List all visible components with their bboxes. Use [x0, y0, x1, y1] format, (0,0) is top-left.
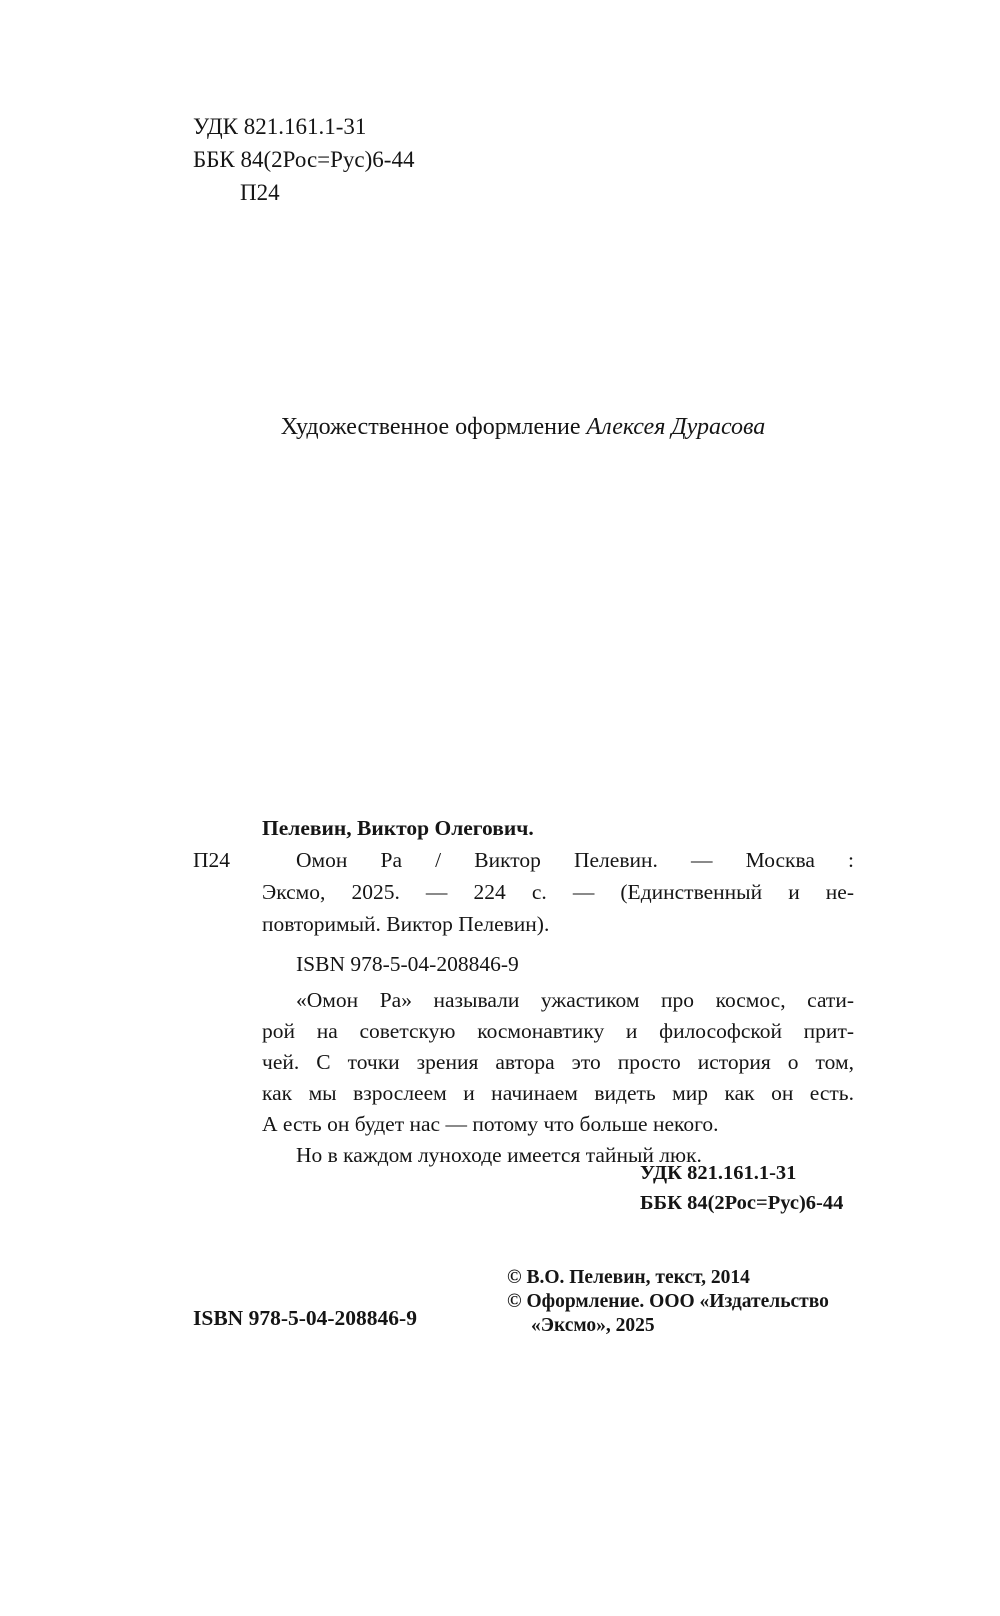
copyright-line-author: © В.О. Пелевин, текст, 2014 [507, 1267, 750, 1288]
udk-code-bottom: УДК 821.161.1-31 [640, 1162, 797, 1184]
catalog-margin-code: П24 [193, 848, 231, 872]
catalog-author: Пелевин, Виктор Олегович. [262, 816, 534, 840]
annotation-line: как мы взрослеем и начинаем видеть мир как он есть. [262, 1081, 854, 1105]
designer-credit-prefix: Художественное оформление [280, 414, 587, 440]
catalog-card [193, 812, 854, 980]
annotation-line: рой на советскую космонавтику и философской прит- [262, 1019, 854, 1043]
bbk-code: ББК 84(2Рос=Рус)6-44 [193, 147, 415, 172]
annotation-line: Но в каждом луноходе имеется тайный люк. [296, 1143, 702, 1167]
bbk-code-bottom: ББК 84(2Рос=Рус)6-44 [640, 1192, 844, 1214]
author-sign-code: П24 [240, 180, 280, 205]
designer-name: Алексея Дурасова [586, 414, 766, 440]
catalog-line: повторимый. Виктор Пелевин). [262, 912, 550, 936]
copyright-line-publisher-cont: «Эксмо», 2025 [531, 1315, 655, 1336]
annotation-line: «Омон Ра» называли ужастиком про космос, сати- [296, 988, 854, 1012]
udk-code: УДК 821.161.1-31 [193, 114, 367, 139]
top-bibliographic-codes [193, 110, 414, 209]
catalog-line: Эксмо, 2025. — 224 с. — (Единственный и не- [262, 880, 854, 904]
bottom-bibliographic-codes [640, 1158, 853, 1218]
designer-credit [193, 414, 853, 441]
annotation-paragraph [262, 985, 854, 1171]
annotation-line: чей. С точки зрения автора это просто история о том, [262, 1050, 854, 1074]
copyright-line-publisher: © Оформление. ООО «Издательство [507, 1291, 829, 1312]
catalog-isbn: ISBN 978-5-04-208846-9 [296, 952, 519, 976]
annotation-line: А есть он будет нас — потому что больше некого. [262, 1112, 719, 1136]
footer-isbn: ISBN 978-5-04-208846-9 [193, 1306, 417, 1330]
copyright-block [507, 1266, 829, 1338]
catalog-line: Омон Ра / Виктор Пелевин. — Москва : [296, 848, 854, 872]
